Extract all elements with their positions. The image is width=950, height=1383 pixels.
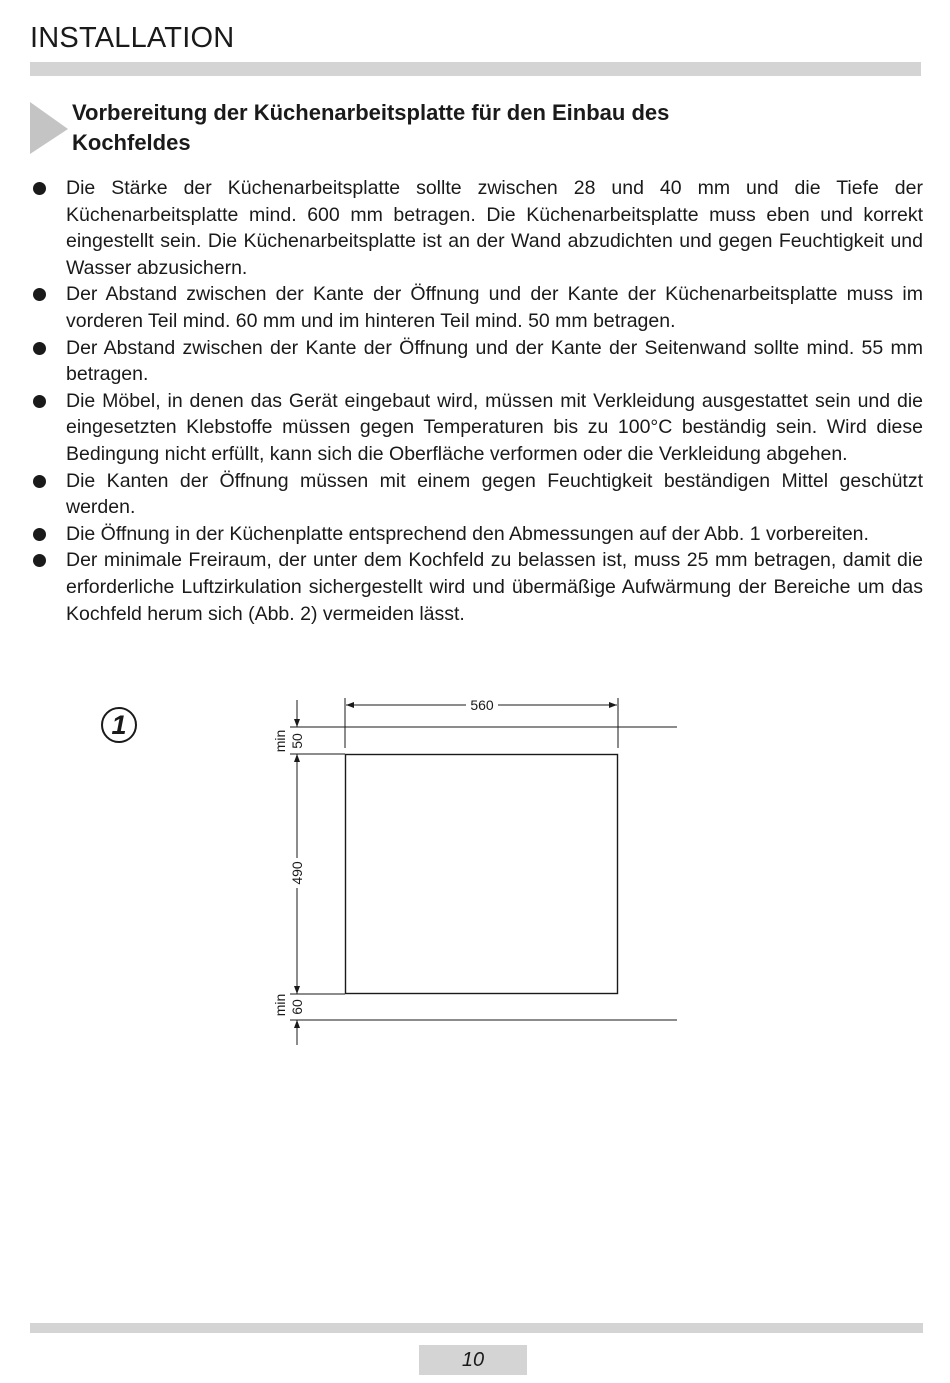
arrow-icon [294,754,300,762]
depth-dimension-label: 490 [289,861,305,885]
list-item-text: Die Öffnung in der Küchenplatte entsprechend den Abmessungen auf der Abb. 1 vorbereiten. [66,522,869,545]
arrow-icon [609,702,617,708]
page-number: 10 [419,1345,527,1375]
front-gap-min-label: min [272,993,288,1017]
list-item-text: Der Abstand zwischen der Kante der Öffnung und der Kante der Küchenarbeitsplatte muss im vorderen Teil mind. 60 mm und im hinteren Teil mind. 50 mm betragen. [66,283,923,332]
list-item-text: Der minimale Freiraum, der unter dem Kochfeld zu belassen ist, muss 25 mm betragen, damit die erforderliche Luftzirkulation sichergestellt wird und übermäßige Aufwärmung der Bereiche um das Kochfeld herum sich (Abb. 2) vermeiden lässt. [66,549,923,625]
arrow-icon [346,702,354,708]
arrow-icon [294,986,300,994]
list-item-text: Der Abstand zwischen der Kante der Öffnung und der Kante der Seitenwand sollte mind. 55 mm betragen. [66,336,923,386]
back-gap-label: 50 [289,733,305,749]
width-dimension-label: 560 [470,697,494,713]
figure-number: 1 [101,707,137,743]
list-item-text: Die Stärke der Küchenarbeitsplatte sollte zwischen 28 und 40 mm und die Tiefe der Küchenarbeitsplatte mind. 600 mm betragen. Die Küchenarbeitsplatte muss eben und korrekt eingestellt sein. Die Küchenarbeitsplatte ist an der Wand abzudichten und gegen Feuchtigkeit und Wasser abzusichern. [66,177,923,279]
cutout-outline [346,755,618,994]
arrow-icon [294,1020,300,1028]
arrow-icon [294,719,300,727]
list-item-text: Die Möbel, in denen das Gerät eingebaut wird, müssen mit Verkleidung ausgestattet sein und die eingesetzten Klebstoffe müssen gegen Temperaturen bis zu 100°C beständig sein. Wird diese Bedingung nicht erfüllt, kann sich die Oberfläche verformen oder die Verkleidung abgehen. [66,389,923,465]
front-gap-label: 60 [289,999,305,1015]
footer-rule [30,1323,923,1333]
page-title: INSTALLATION [30,22,235,54]
section-heading: Vorbereitung der Küchenarbeitsplatte für den Einbau des Kochfeldes [72,100,670,155]
list-item-text: Die Kanten der Öffnung müssen mit einem gegen Feuchtigkeit beständigen Mittel geschützt werden. [66,469,923,519]
back-gap-min-label: min [272,729,288,753]
